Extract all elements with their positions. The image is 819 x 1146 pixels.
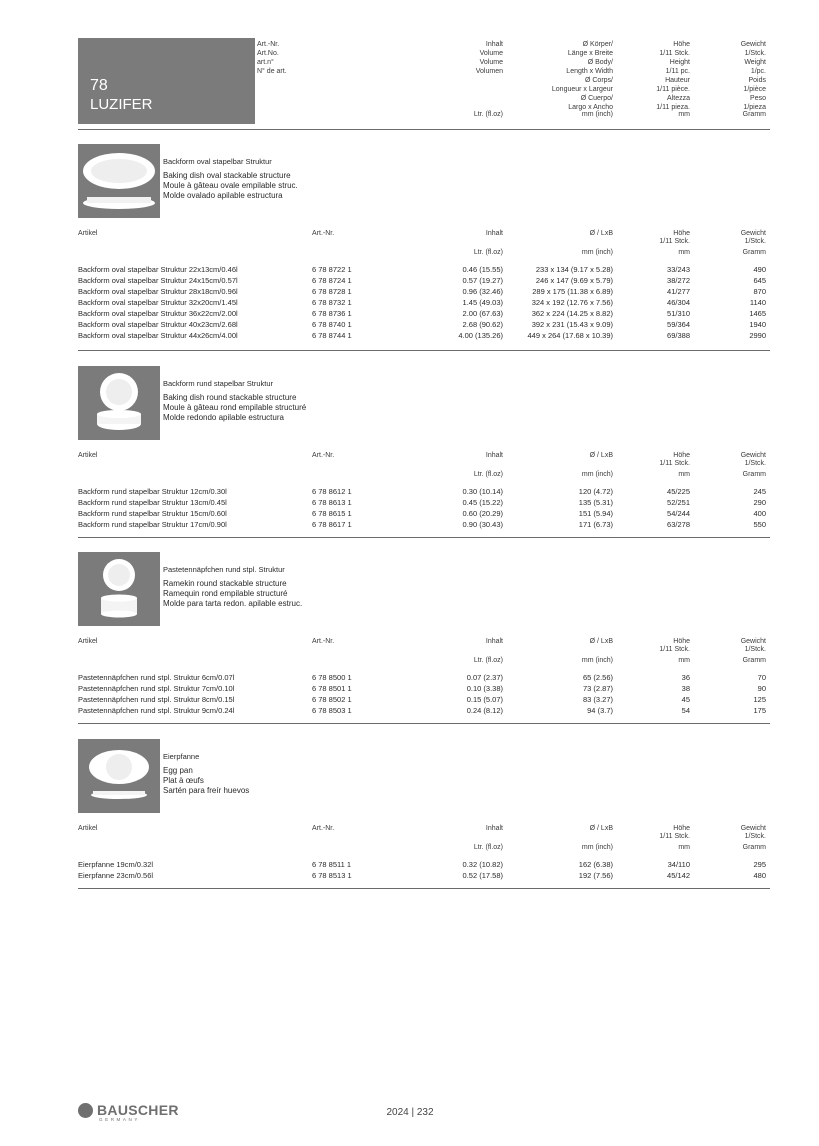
section-divider (78, 537, 770, 538)
cell-dim: 324 x 192 (12.76 x 7.56) (531, 298, 613, 307)
th-gewicht: Gewicht 1/Stck. (740, 230, 766, 245)
section-subtitle-fr: Moule à gâteau rond empilable structuré (163, 403, 307, 412)
cell-dim: 233 x 134 (9.17 x 5.28) (535, 265, 613, 274)
header-col-gewicht: Gewicht 1/Stck. Weight 1/pc. Poids 1/pièce Peso 1/pieza (740, 41, 766, 111)
cell-gewicht: 70 (757, 673, 766, 682)
th-artnr: Art.-Nr. (312, 825, 335, 832)
cell-dim: 120 (4.72) (578, 487, 613, 496)
cell-name: Backform oval stapelbar Struktur 40x23cm/2.68l (78, 320, 238, 329)
cell-name: Pastetennäpfchen rund stpl. Struktur 6cm/0.07l (78, 673, 235, 682)
cell-gewicht: 1140 (749, 298, 766, 307)
section-subtitle-es: Molde redondo apilable estructura (163, 413, 284, 422)
header-col-hoehe: Höhe 1/11 Stck. Height 1/11 pc. Hauteur 1/11 pièce. Altezza 1/11 pieza. (656, 41, 690, 111)
cell-gewicht: 400 (753, 509, 766, 518)
th-hoehe: Höhe 1/11 Stck. (659, 230, 690, 245)
cell-artnr: 6 78 8502 1 (312, 695, 352, 704)
th-gewicht: Gewicht 1/Stck. (740, 638, 766, 653)
header-unit-inhalt: Ltr. (fl.oz) (473, 111, 503, 118)
th-dim: Ø / LxB (589, 638, 613, 645)
cell-artnr: 6 78 8511 1 (312, 860, 352, 869)
th-gewicht: Gewicht 1/Stck. (740, 452, 766, 467)
cell-hoehe: 36 (681, 673, 690, 682)
cell-inhalt: 1.45 (49.03) (462, 298, 503, 307)
cell-gewicht: 290 (753, 498, 766, 507)
collection-name: LUZIFER (90, 96, 153, 113)
th-unit-gewicht: Gramm (742, 657, 766, 664)
cell-hoehe: 41/277 (667, 287, 690, 296)
header-unit-gewicht: Gramm (742, 111, 766, 118)
header-col-artnr: Art.-Nr. Art.No. art.n° N° de art. (257, 41, 287, 75)
th-dim: Ø / LxB (589, 825, 613, 832)
cell-dim: 362 x 224 (14.25 x 8.82) (531, 309, 613, 318)
cell-hoehe: 51/310 (667, 309, 690, 318)
section-subtitle-en: Baking dish round stackable structure (163, 393, 297, 402)
cell-artnr: 6 78 8744 1 (312, 331, 352, 340)
th-unit-dim: mm (inch) (581, 657, 613, 664)
footer-page-number: 2024 | 232 (386, 1107, 434, 1118)
cell-artnr: 6 78 8501 1 (312, 684, 352, 693)
cell-inhalt: 0.30 (10.14) (462, 487, 503, 496)
th-unit-dim: mm (inch) (581, 844, 613, 851)
cell-gewicht: 125 (753, 695, 766, 704)
cell-inhalt: 0.57 (19.27) (462, 276, 503, 285)
section-subtitle-en: Ramekin round stackable structure (163, 579, 287, 588)
cell-inhalt: 4.00 (135.26) (458, 331, 503, 340)
cell-inhalt: 0.90 (30.43) (462, 520, 503, 529)
th-artikel: Artikel (78, 825, 98, 832)
cell-artnr: 6 78 8503 1 (312, 706, 352, 715)
th-dim: Ø / LxB (589, 452, 613, 459)
cell-dim: 449 x 264 (17.68 x 10.39) (527, 331, 613, 340)
header-col-dim: Ø Körper/ Länge x Breite Ø Body/ Length x Width Ø Corps/ Longueur x Largeur Ø Cuerpo/ Largo x Ancho (551, 41, 613, 111)
th-hoehe: Höhe 1/11 Stck. (659, 638, 690, 653)
cell-dim: 83 (3.27) (582, 695, 613, 704)
cell-name: Backform rund stapelbar Struktur 15cm/0.60l (78, 509, 227, 518)
cell-artnr: 6 78 8617 1 (312, 520, 352, 529)
cell-artnr: 6 78 8513 1 (312, 871, 352, 880)
cell-hoehe: 45/225 (667, 487, 690, 496)
cell-dim: 73 (2.87) (582, 684, 613, 693)
cell-hoehe: 38 (681, 684, 690, 693)
cell-gewicht: 870 (753, 287, 766, 296)
cell-dim: 162 (6.38) (578, 860, 613, 869)
cell-inhalt: 0.24 (8.12) (466, 706, 503, 715)
th-artikel: Artikel (78, 230, 98, 237)
header-unit-dim: mm (inch) (581, 111, 613, 118)
cell-gewicht: 90 (757, 684, 766, 693)
cell-name: Pastetennäpfchen rund stpl. Struktur 8cm/0.15l (78, 695, 235, 704)
cell-dim: 246 x 147 (9.69 x 5.79) (535, 276, 613, 285)
cell-hoehe: 54/244 (667, 509, 690, 518)
th-artikel: Artikel (78, 638, 98, 645)
section-subtitle-fr: Moule à gâteau ovale empilable struc. (163, 181, 298, 190)
header-divider (78, 129, 770, 130)
cell-hoehe: 59/364 (667, 320, 690, 329)
cell-hoehe: 45/142 (667, 871, 690, 880)
th-unit-inhalt: Ltr. (fl.oz) (473, 844, 503, 851)
th-unit-gewicht: Gramm (742, 844, 766, 851)
th-inhalt: Inhalt (485, 638, 503, 645)
section-subtitle-fr: Ramequin rond empilable structuré (163, 589, 288, 598)
th-artnr: Art.-Nr. (312, 230, 335, 237)
cell-hoehe: 38/272 (667, 276, 690, 285)
cell-dim: 135 (5.31) (578, 498, 613, 507)
cell-artnr: 6 78 8722 1 (312, 265, 352, 274)
cell-name: Backform rund stapelbar Struktur 17cm/0.90l (78, 520, 227, 529)
cell-name: Backform oval stapelbar Struktur 22x13cm/0.46l (78, 265, 238, 274)
cell-inhalt: 0.96 (32.46) (462, 287, 503, 296)
th-hoehe: Höhe 1/11 Stck. (659, 825, 690, 840)
cell-dim: 94 (3.7) (587, 706, 613, 715)
th-unit-inhalt: Ltr. (fl.oz) (473, 657, 503, 664)
th-artnr: Art.-Nr. (312, 638, 335, 645)
cell-inhalt: 0.07 (2.37) (466, 673, 503, 682)
brand-logo (78, 1102, 179, 1122)
cell-dim: 65 (2.56) (582, 673, 613, 682)
cell-hoehe: 54 (681, 706, 690, 715)
brand-name: BAUSCHER (97, 1102, 179, 1118)
section-subtitle-es: Molde para tarta redon. apilable estruc. (163, 599, 303, 608)
cell-hoehe: 63/278 (667, 520, 690, 529)
cell-inhalt: 0.52 (17.58) (462, 871, 503, 880)
th-unit-inhalt: Ltr. (fl.oz) (473, 249, 503, 256)
section-subtitle-en: Baking dish oval stackable structure (163, 171, 291, 180)
section-divider (78, 888, 770, 889)
cell-gewicht: 490 (753, 265, 766, 274)
section-subtitle-es: Molde ovalado apilable estructura (163, 191, 283, 200)
cell-inhalt: 0.45 (15.22) (462, 498, 503, 507)
cell-inhalt: 2.68 (90.62) (462, 320, 503, 329)
cell-gewicht: 645 (753, 276, 766, 285)
cell-inhalt: 0.10 (3.38) (466, 684, 503, 693)
cell-gewicht: 2990 (749, 331, 766, 340)
cell-dim: 392 x 231 (15.43 x 9.09) (531, 320, 613, 329)
section-title: Pastetennäpfchen rund stpl. Struktur (163, 565, 285, 574)
th-unit-dim: mm (inch) (581, 471, 613, 478)
section-subtitle-es: Sartén para freír huevos (163, 786, 250, 795)
section-title: Backform rund stapelbar Struktur (163, 379, 274, 388)
section-divider (78, 350, 770, 351)
product-image-oval-dish (78, 144, 160, 218)
cell-dim: 151 (5.94) (578, 509, 613, 518)
cell-gewicht: 550 (753, 520, 766, 529)
product-image-egg-pan (78, 739, 160, 813)
cell-gewicht: 1465 (749, 309, 766, 318)
cell-hoehe: 33/243 (667, 265, 690, 274)
cell-artnr: 6 78 8613 1 (312, 498, 352, 507)
cell-gewicht: 175 (753, 706, 766, 715)
cell-gewicht: 1940 (749, 320, 766, 329)
th-inhalt: Inhalt (485, 230, 503, 237)
cell-name: Eierpfanne 23cm/0.56l (78, 871, 154, 880)
cell-gewicht: 295 (753, 860, 766, 869)
cell-gewicht: 480 (753, 871, 766, 880)
cell-name: Backform oval stapelbar Struktur 44x26cm/4.00l (78, 331, 238, 340)
header-unit-hoehe: mm (678, 111, 690, 118)
th-artnr: Art.-Nr. (312, 452, 335, 459)
cell-name: Backform oval stapelbar Struktur 24x15cm/0.57l (78, 276, 238, 285)
cell-hoehe: 34/110 (667, 860, 690, 869)
th-inhalt: Inhalt (485, 452, 503, 459)
cell-hoehe: 46/304 (667, 298, 690, 307)
th-unit-gewicht: Gramm (742, 471, 766, 478)
section-subtitle-fr: Plat à œufs (163, 776, 204, 785)
th-unit-gewicht: Gramm (742, 249, 766, 256)
brand-country: GERMANY (99, 1116, 140, 1122)
cell-artnr: 6 78 8740 1 (312, 320, 352, 329)
cell-artnr: 6 78 8612 1 (312, 487, 352, 496)
cell-name: Backform rund stapelbar Struktur 12cm/0.30l (78, 487, 227, 496)
th-artikel: Artikel (78, 452, 98, 459)
cell-inhalt: 0.32 (10.82) (462, 860, 503, 869)
cell-name: Backform oval stapelbar Struktur 36x22cm/2.00l (78, 309, 238, 318)
th-unit-hoehe: mm (678, 844, 690, 851)
collection-header-box (78, 38, 255, 124)
cell-dim: 289 x 175 (11.38 x 6.89) (532, 287, 613, 296)
th-unit-hoehe: mm (678, 657, 690, 664)
cell-dim: 171 (6.73) (578, 520, 613, 529)
cell-artnr: 6 78 8736 1 (312, 309, 352, 318)
cell-inhalt: 0.60 (20.29) (462, 509, 503, 518)
cell-gewicht: 245 (753, 487, 766, 496)
brand-emblem-icon (78, 1103, 93, 1118)
th-inhalt: Inhalt (485, 825, 503, 832)
cell-name: Pastetennäpfchen rund stpl. Struktur 9cm/0.24l (78, 706, 235, 715)
cell-artnr: 6 78 8728 1 (312, 287, 352, 296)
cell-artnr: 6 78 8732 1 (312, 298, 352, 307)
cell-name: Eierpfanne 19cm/0.32l (78, 860, 154, 869)
th-unit-dim: mm (inch) (581, 249, 613, 256)
cell-name: Pastetennäpfchen rund stpl. Struktur 7cm/0.10l (78, 684, 235, 693)
cell-inhalt: 0.15 (5.07) (466, 695, 503, 704)
section-title: Eierpfanne (163, 752, 200, 761)
th-gewicht: Gewicht 1/Stck. (740, 825, 766, 840)
header-col-inhalt: Inhalt Volume Volume Volumen (475, 41, 503, 75)
cell-hoehe: 69/388 (667, 331, 690, 340)
th-unit-hoehe: mm (678, 471, 690, 478)
page-number: 78 (90, 77, 108, 94)
cell-dim: 192 (7.56) (578, 871, 613, 880)
cell-hoehe: 52/251 (667, 498, 690, 507)
product-image-ramekin (78, 552, 160, 626)
section-title: Backform oval stapelbar Struktur (163, 157, 272, 166)
cell-hoehe: 45 (681, 695, 690, 704)
cell-inhalt: 2.00 (67.63) (462, 309, 503, 318)
cell-artnr: 6 78 8615 1 (312, 509, 352, 518)
th-unit-inhalt: Ltr. (fl.oz) (473, 471, 503, 478)
cell-name: Backform oval stapelbar Struktur 28x18cm/0.96l (78, 287, 238, 296)
th-dim: Ø / LxB (589, 230, 613, 237)
cell-name: Backform rund stapelbar Struktur 13cm/0.45l (78, 498, 227, 507)
cell-artnr: 6 78 8500 1 (312, 673, 352, 682)
section-divider (78, 723, 770, 724)
section-subtitle-en: Egg pan (163, 766, 193, 775)
cell-artnr: 6 78 8724 1 (312, 276, 352, 285)
product-image-round-dish (78, 366, 160, 440)
cell-name: Backform oval stapelbar Struktur 32x20cm/1.45l (78, 298, 238, 307)
th-unit-hoehe: mm (678, 249, 690, 256)
th-hoehe: Höhe 1/11 Stck. (659, 452, 690, 467)
cell-inhalt: 0.46 (15.55) (462, 265, 503, 274)
